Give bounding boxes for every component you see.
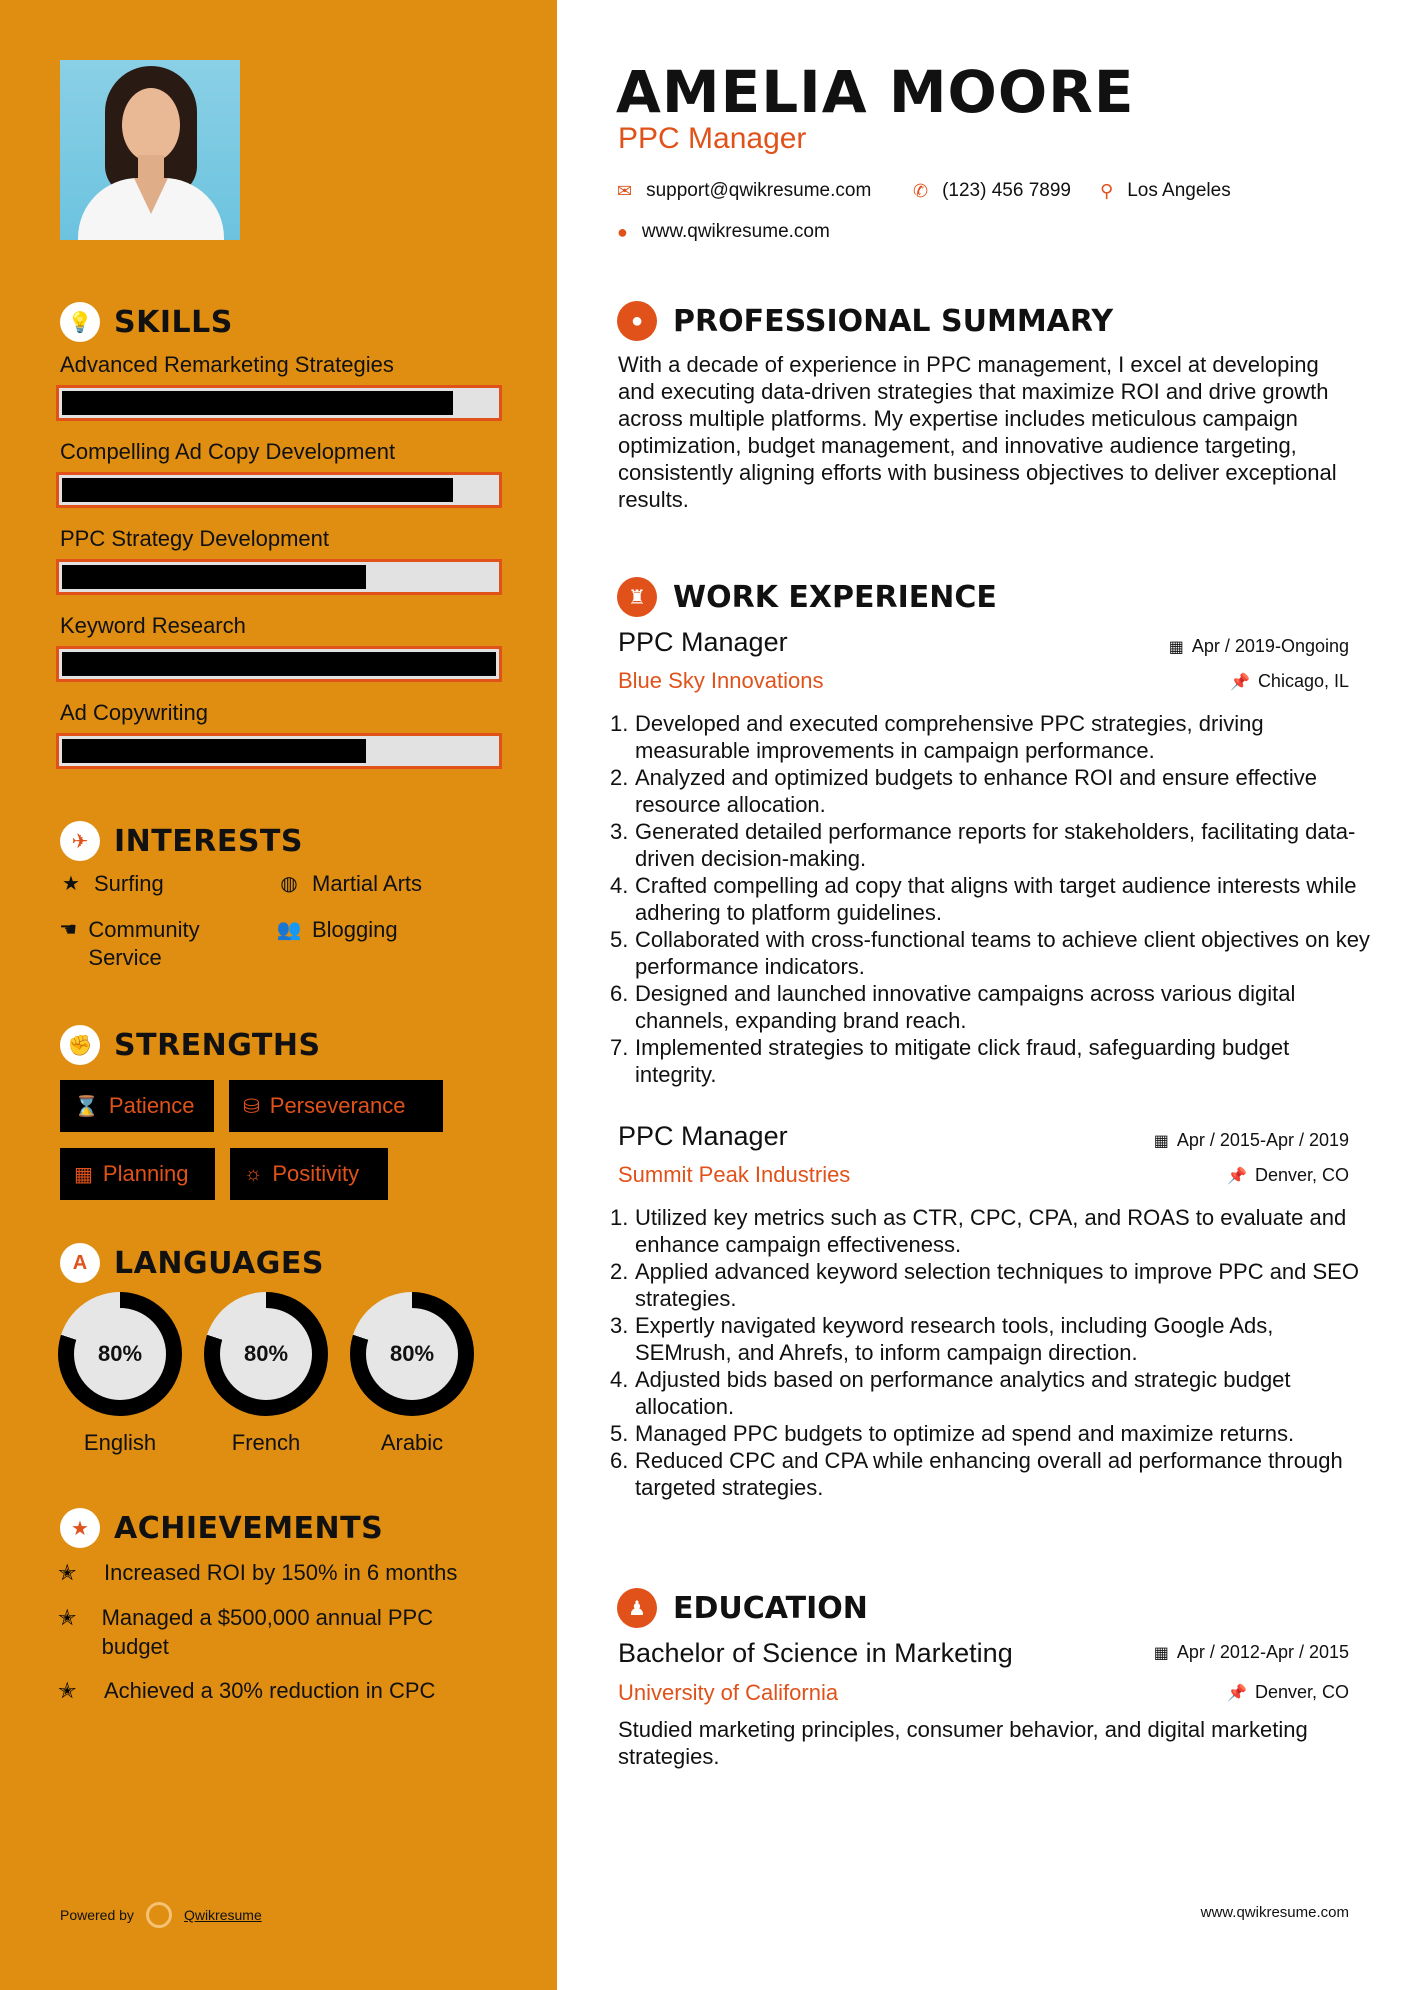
skills-title: SKILLS xyxy=(114,304,233,340)
job-company: Blue Sky Innovations xyxy=(618,668,824,693)
powered-by: Powered by Qwikresume xyxy=(60,1902,262,1928)
language-name: English xyxy=(83,1430,157,1455)
user-icon: ● xyxy=(617,301,657,341)
trophy-star-icon: ★ xyxy=(60,1508,100,1548)
paper-plane-icon: ✈ xyxy=(60,821,100,861)
skill-bar xyxy=(56,646,502,682)
interest-item: ★ Surfing xyxy=(58,870,164,898)
education-degree: Bachelor of Science in Marketing xyxy=(618,1638,1013,1668)
education-location: 📌 Denver, CO xyxy=(1227,1682,1349,1702)
skill-label: Advanced Remarketing Strategies xyxy=(60,352,394,377)
list-item: 4. Crafted compelling ad copy that aligns with target audience interests while adhering to platform guidelines. xyxy=(610,873,1357,925)
education-dates: ▦ Apr / 2012-Apr / 2015 xyxy=(1153,1642,1349,1662)
skill-label: PPC Strategy Development xyxy=(60,526,330,551)
job-duties xyxy=(610,710,1370,1088)
experience-heading xyxy=(617,577,997,617)
shooting-star-icon: ✭ xyxy=(58,1560,77,1585)
map-pin-icon: ⚲ xyxy=(1100,180,1114,201)
job-company: Summit Peak Industries xyxy=(618,1162,851,1187)
globe-icon: ● xyxy=(617,221,628,242)
job-title: PPC Manager xyxy=(618,627,788,657)
job-duties xyxy=(610,1204,1370,1501)
lightbulb-icon: 💡 xyxy=(60,302,100,342)
contact-website: ● www.qwikresume.com xyxy=(617,221,830,242)
education-description: Studied marketing principles, consumer behavior, and digital marketing strategies. xyxy=(618,1717,1308,1769)
list-item: 4. Adjusted bids based on performance analytics and strategic budget allocation. xyxy=(610,1367,1291,1419)
profile-photo xyxy=(60,60,240,240)
achievement-item: ✭ Managed a $500,000 annual PPC budget xyxy=(58,1605,434,1659)
skill-bar xyxy=(56,559,502,595)
skills-heading xyxy=(60,302,233,342)
star-icon: ★ xyxy=(62,873,80,895)
interests-heading xyxy=(60,821,303,861)
hourglass-icon: ⌛ xyxy=(74,1095,99,1118)
interest-item: ◍ Martial Arts xyxy=(276,870,422,898)
hand-icon: ☚ xyxy=(59,919,78,941)
strength-tag: ☼ Positivity xyxy=(230,1148,388,1200)
list-item: 5. Managed PPC budgets to optimize ad spend and maximize returns. xyxy=(610,1421,1295,1446)
strength-tag: ▦ Planning xyxy=(60,1148,215,1200)
job-dates: ▦ Apr / 2019-Ongoing xyxy=(1168,636,1349,656)
job-location: 📌 Chicago, IL xyxy=(1230,671,1349,691)
list-item: 3. Expertly navigated keyword research tools, including Google Ads, SEMrush, and Ahrefs, to inform campaign direction. xyxy=(610,1313,1274,1365)
skill-label: Compelling Ad Copy Development xyxy=(60,439,396,464)
skill-bar xyxy=(56,472,502,508)
list-item: 2. Analyzed and optimized budgets to enhance ROI and ensure effective resource allocation. xyxy=(610,765,1318,817)
candidate-name: AMELIA MOORE xyxy=(616,58,1135,126)
list-item: 3. Generated detailed performance reports for stakeholders, facilitating data-driven decision-making. xyxy=(610,819,1356,871)
graduate-icon: ♟ xyxy=(617,1588,657,1628)
contact-email: ✉ support@qwikresume.com xyxy=(617,180,872,201)
skill-label: Ad Copywriting xyxy=(60,700,208,725)
shooting-star-icon: ✭ xyxy=(58,1678,77,1703)
envelope-icon: ✉ xyxy=(617,180,633,201)
language-item xyxy=(57,1292,183,1456)
pin-icon: 📌 xyxy=(1230,674,1250,691)
calendar-icon: ▦ xyxy=(74,1163,93,1186)
fist-icon: ✊ xyxy=(60,1025,100,1065)
languages-title: LANGUAGES xyxy=(114,1245,324,1281)
footer-website[interactable]: www.qwikresume.com xyxy=(1200,1904,1349,1921)
language-name: Arabic xyxy=(380,1430,444,1455)
binoculars-icon: ⛁ xyxy=(243,1095,260,1118)
skill-bar xyxy=(56,733,502,769)
list-item: 1. Developed and executed comprehensive PPC strategies, driving measurable improvements in campaign performance. xyxy=(610,711,1264,763)
language-ring: 80% xyxy=(204,1292,328,1416)
interest-item: 👥 Blogging xyxy=(276,917,398,942)
shooting-star-icon: ✭ xyxy=(58,1605,77,1630)
powered-by-link[interactable]: Qwikresume xyxy=(183,1907,262,1923)
list-item: 2. Applied advanced keyword selection techniques to improve PPC and SEO strategies. xyxy=(610,1259,1359,1311)
languages-heading xyxy=(60,1243,324,1283)
contact-location: ⚲ Los Angeles xyxy=(1100,180,1231,201)
job-title: PPC Manager xyxy=(618,1121,788,1151)
interest-item: ☚ Community Service xyxy=(59,917,200,970)
list-item: 1. Utilized key metrics such as CTR, CPC, CPA, and ROAS to evaluate and enhance campaign effectiveness. xyxy=(610,1205,1347,1257)
experience-title: WORK EXPERIENCE xyxy=(673,579,997,615)
summary-title: PROFESSIONAL SUMMARY xyxy=(673,303,1114,339)
list-item: 5. Collaborated with cross-functional teams to achieve client objectives on key performance indicators. xyxy=(610,927,1370,979)
strengths-heading xyxy=(60,1025,321,1065)
education-school: University of California xyxy=(618,1680,839,1705)
education-heading xyxy=(617,1588,868,1628)
strength-tag: ⛁ Perseverance xyxy=(229,1080,443,1132)
achievement-item: ✭ Increased ROI by 150% in 6 months xyxy=(58,1560,458,1585)
users-icon: 👥 xyxy=(276,919,302,941)
candidate-role: PPC Manager xyxy=(618,122,807,155)
pin-icon: 📌 xyxy=(1227,1168,1247,1185)
achievements-heading xyxy=(60,1508,383,1548)
chair-icon: ♜ xyxy=(617,577,657,617)
sidebar xyxy=(0,0,557,1990)
language-name: French xyxy=(231,1430,301,1455)
language-ring: 80% xyxy=(58,1292,182,1416)
list-item: 6. Designed and launched innovative campaigns across various digital channels, expanding brand reach. xyxy=(610,981,1296,1033)
list-item: 7. Implemented strategies to mitigate click fraud, safeguarding budget integrity. xyxy=(610,1035,1290,1087)
sun-icon: ☼ xyxy=(244,1162,263,1185)
skill-bar xyxy=(56,385,502,421)
language-icon: A xyxy=(60,1243,100,1283)
summary-heading xyxy=(617,301,1113,341)
education-title: EDUCATION xyxy=(673,1590,868,1626)
calendar-icon: ▦ xyxy=(1153,1645,1169,1662)
achievements-title: ACHIEVEMENTS xyxy=(114,1510,384,1546)
strengths-title: STRENGTHS xyxy=(114,1027,321,1063)
pin-icon: 📌 xyxy=(1227,1685,1247,1702)
summary-text: With a decade of experience in PPC management, I excel at developing and executing data-driven strategies that maximize ROI and drive growth across multiple platforms. My expertise includes meticulous campaign optimization, budget management, and innovative audience targeting, consistently aligning efforts with business objectives to deliver exceptional results. xyxy=(618,352,1337,512)
contact-phone: ✆ (123) 456 7899 xyxy=(913,180,1071,201)
phone-icon: ✆ xyxy=(913,180,929,201)
calendar-icon: ▦ xyxy=(1153,1133,1169,1150)
skill-label: Keyword Research xyxy=(60,613,246,638)
calendar-icon: ▦ xyxy=(1168,639,1184,656)
globe-icon: ◍ xyxy=(280,873,298,895)
language-item xyxy=(203,1292,329,1456)
language-ring: 80% xyxy=(350,1292,474,1416)
achievement-item: ✭ Achieved a 30% reduction in CPC xyxy=(58,1678,436,1703)
job-location: 📌 Denver, CO xyxy=(1227,1165,1349,1185)
strength-tag: ⌛ Patience xyxy=(60,1080,214,1132)
job-dates: ▦ Apr / 2015-Apr / 2019 xyxy=(1153,1130,1349,1150)
list-item: 6. Reduced CPC and CPA while enhancing overall ad performance through targeted strategies. xyxy=(610,1448,1343,1500)
qwikresume-logo-icon xyxy=(146,1902,172,1928)
language-item xyxy=(349,1292,475,1456)
interests-title: INTERESTS xyxy=(114,823,303,859)
